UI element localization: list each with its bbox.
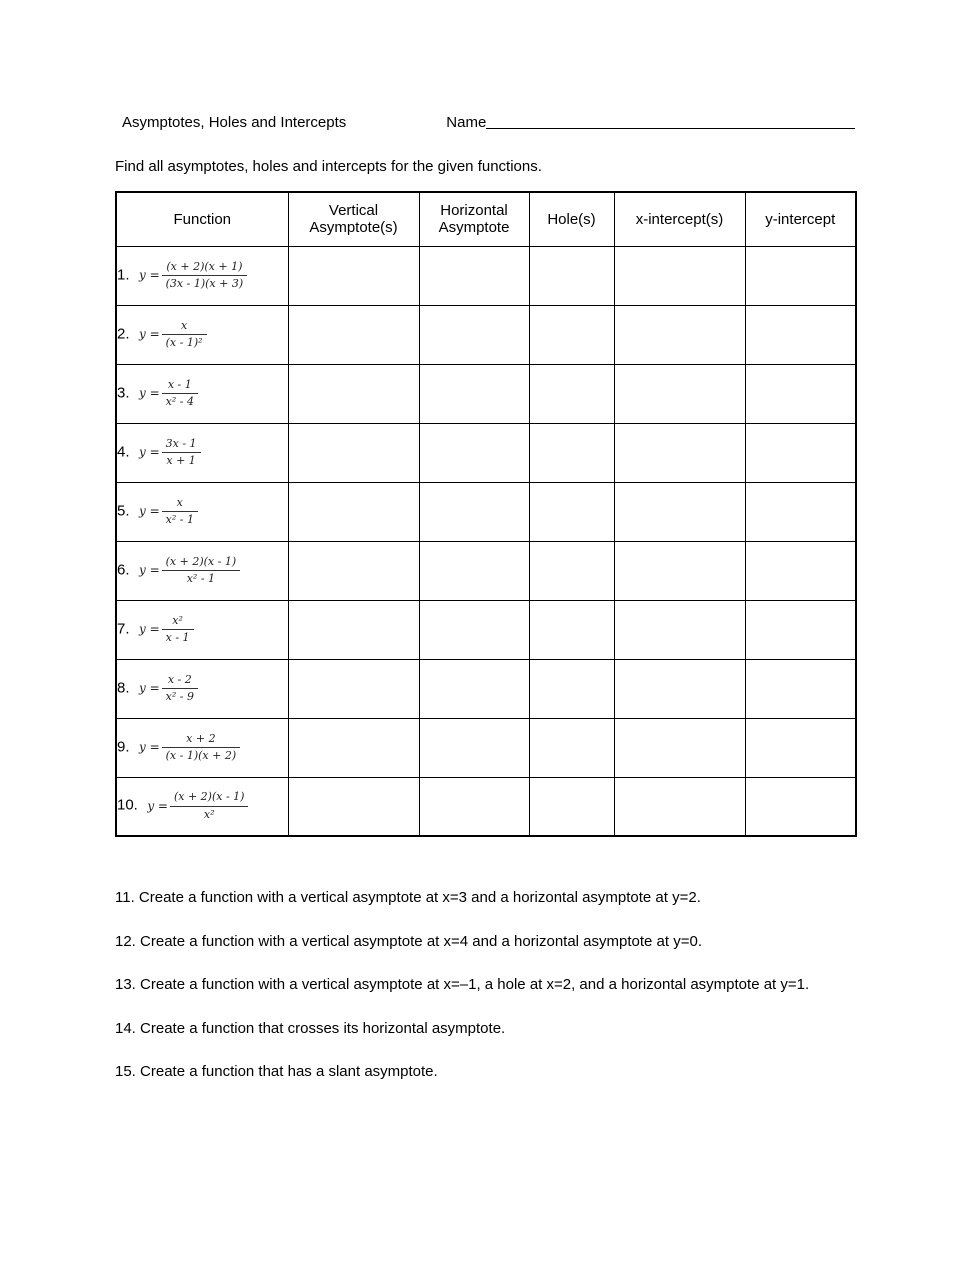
table-row [116,305,856,364]
x-intercept-cell [614,423,745,482]
holes-cell [529,364,614,423]
y-intercept-cell [745,541,856,600]
x-intercept-cell [614,600,745,659]
vertical-asymptote-cell [288,541,419,600]
vertical-asymptote-cell [288,659,419,718]
function-cell [116,423,288,482]
fraction-numerator: (x + 2)(x - 1) [162,554,241,571]
question-number: 9. [117,738,130,755]
question-number: 1. [117,266,130,283]
holes-cell [529,423,614,482]
function-cell [116,364,288,423]
column-header-3: Hole(s) [529,192,614,246]
horizontal-asymptote-cell [419,482,529,541]
holes-cell [529,246,614,305]
fraction-denominator: x + 1 [166,454,196,467]
fraction [170,789,249,823]
vertical-asymptote-cell [288,600,419,659]
fraction [162,318,207,352]
x-intercept-cell [614,659,745,718]
y-equals-prefix: y = [138,740,160,754]
x-intercept-cell [614,718,745,777]
fraction [162,672,198,706]
fraction-numerator: x [162,318,207,335]
horizontal-asymptote-cell [419,541,529,600]
table-row [116,659,856,718]
question-number: 2. [117,325,130,342]
y-equals-prefix: y = [138,386,160,400]
function-expression [134,731,240,762]
fraction [162,554,241,588]
instructions-text: Find all asymptotes, holes and intercepts for the given functions. [115,158,542,175]
horizontal-asymptote-cell [419,718,529,777]
x-intercept-cell [614,777,745,836]
fraction-denominator: (x - 1)(x + 2) [165,749,237,762]
y-equals-prefix: y = [138,622,160,636]
fraction-numerator: (x + 2)(x - 1) [170,789,249,806]
question-number: 4. [117,443,130,460]
function-expression [134,259,247,290]
column-header-1: Vertical Asymptote(s) [288,192,419,246]
vertical-asymptote-cell [288,246,419,305]
fraction [162,495,198,529]
question-item: 11. Create a function with a vertical asymptote at x=3 and a horizontal asymptote at y=2. [115,889,701,906]
y-intercept-cell [745,777,856,836]
fraction-numerator: x - 2 [162,672,198,689]
fraction-denominator: x² - 4 [165,395,194,408]
fraction-denominator: x² - 9 [165,690,194,703]
table-row [116,777,856,836]
x-intercept-cell [614,305,745,364]
x-intercept-cell [614,541,745,600]
name-field [446,114,855,131]
fraction [162,731,241,765]
function-cell [116,659,288,718]
x-intercept-cell [614,482,745,541]
table-row [116,718,856,777]
y-intercept-cell [745,600,856,659]
function-expression [134,495,198,526]
table-row [116,600,856,659]
function-cell [116,718,288,777]
table-row [116,246,856,305]
y-intercept-cell [745,659,856,718]
holes-cell [529,600,614,659]
function-expression [134,377,198,408]
vertical-asymptote-cell [288,718,419,777]
question-item: 13. Create a function with a vertical asymptote at x=–1, a hole at x=2, and a horizontal asymptote at y=1. [115,976,810,993]
y-intercept-cell [745,718,856,777]
question-item: 15. Create a function that has a slant asymptote. [115,1063,438,1080]
function-cell [116,482,288,541]
x-intercept-cell [614,364,745,423]
table-row [116,541,856,600]
x-intercept-cell [614,246,745,305]
question-number: 3. [117,384,130,401]
column-header-4: x-intercept(s) [614,192,745,246]
fraction-numerator: x + 2 [162,731,241,748]
column-header-2: Horizontal Asymptote [419,192,529,246]
y-intercept-cell [745,305,856,364]
question-number: 5. [117,502,130,519]
holes-cell [529,305,614,364]
function-cell [116,600,288,659]
function-expression [134,436,201,467]
y-intercept-cell [745,246,856,305]
y-equals-prefix: y = [138,327,160,341]
function-cell [116,541,288,600]
function-expression [134,554,240,585]
y-equals-prefix: y = [138,268,160,282]
vertical-asymptote-cell [288,364,419,423]
holes-cell [529,541,614,600]
y-intercept-cell [745,482,856,541]
name-blank-line [486,114,855,129]
function-cell [116,305,288,364]
function-expression [134,318,207,349]
function-cell [116,777,288,836]
header [115,114,855,131]
y-equals-prefix: y = [138,681,160,695]
holes-cell [529,659,614,718]
question-number: 10. [117,796,138,814]
horizontal-asymptote-cell [419,423,529,482]
y-intercept-cell [745,364,856,423]
fraction-numerator: (x + 2)(x + 1) [162,259,248,276]
vertical-asymptote-cell [288,423,419,482]
question-number: 7. [117,620,130,637]
table-header-row [116,192,856,246]
horizontal-asymptote-cell [419,246,529,305]
name-label: Name [446,114,487,131]
fraction-denominator: x² - 1 [165,513,194,526]
fraction [162,613,194,647]
horizontal-asymptote-cell [419,600,529,659]
y-equals-prefix: y = [147,798,168,813]
question-item: 12. Create a function with a vertical asymptote at x=4 and a horizontal asymptote at y=0. [115,932,702,950]
y-equals-prefix: y = [138,563,160,577]
worksheet-table [115,191,857,837]
fraction-numerator: 3x - 1 [162,436,201,453]
questions-section [115,887,855,1084]
fraction-denominator: (3x - 1)(x + 3) [165,277,244,290]
column-header-5: y-intercept [745,192,856,246]
function-expression [142,790,248,821]
table-row [116,482,856,541]
column-header-0: Function [116,192,288,246]
question-number: 6. [117,561,130,578]
table-row [116,364,856,423]
fraction-denominator: x - 1 [165,631,190,644]
vertical-asymptote-cell [288,482,419,541]
horizontal-asymptote-cell [419,364,529,423]
horizontal-asymptote-cell [419,305,529,364]
y-intercept-cell [745,423,856,482]
fraction-numerator: x [162,495,198,512]
function-expression [134,672,198,703]
fraction-numerator: x - 1 [162,377,198,394]
fraction-denominator: x² [203,807,215,821]
fraction-denominator: (x - 1)² [165,336,203,349]
fraction [162,377,198,411]
y-equals-prefix: y = [138,445,160,459]
fraction-denominator: x² - 1 [186,572,216,585]
holes-cell [529,482,614,541]
question-item: 14. Create a function that crosses its horizontal asymptote. [115,1019,506,1037]
table-row [116,423,856,482]
function-cell [116,246,288,305]
holes-cell [529,777,614,836]
vertical-asymptote-cell [288,777,419,836]
horizontal-asymptote-cell [419,777,529,836]
horizontal-asymptote-cell [419,659,529,718]
page-title: Asymptotes, Holes and Intercepts [122,114,347,131]
y-equals-prefix: y = [138,504,160,518]
fraction [162,259,248,293]
worksheet-page [115,0,855,1084]
fraction-numerator: x² [162,613,194,630]
fraction [162,436,201,470]
question-number: 8. [117,679,130,696]
holes-cell [529,718,614,777]
vertical-asymptote-cell [288,305,419,364]
function-expression [134,613,194,644]
